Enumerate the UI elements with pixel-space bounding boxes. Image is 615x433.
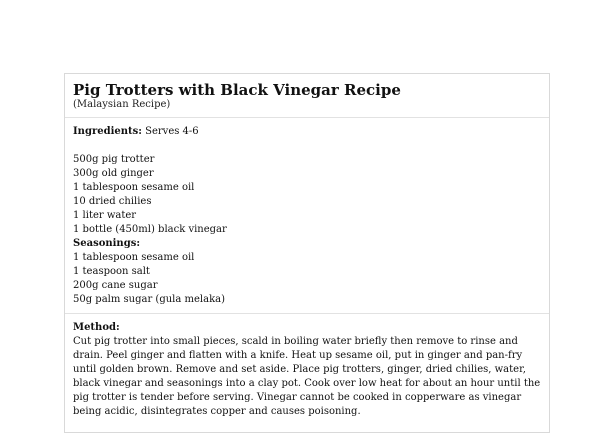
ingredient-item: 500g pig trotter [73,154,155,165]
ingredient-item: 1 bottle (450ml) black vinegar [73,224,227,235]
method-section [65,314,549,419]
seasoning-item: 200g cane sugar [73,280,158,291]
method-label: Method: [73,322,120,333]
recipe-header [65,74,549,118]
seasoning-item: 1 teaspoon salt [73,266,150,277]
seasoning-item: 1 tablespoon sesame oil [73,252,195,263]
ingredient-item: 1 tablespoon sesame oil [73,182,195,193]
ingredient-item: 10 dried chilies [73,196,152,207]
seasoning-item: 50g palm sugar (gula melaka) [73,294,225,305]
spacer [73,139,541,153]
recipe-title: Pig Trotters with Black Vinegar Recipe [73,81,401,99]
recipe-subtitle: (Malaysian Recipe) [73,99,171,110]
ingredient-item: 300g old ginger [73,168,154,179]
method-text: Cut pig trotter into small pieces, scald in boiling water briefly then remove to rinse and drain. Peel ginger and flatten with a knife. Heat up sesame oil, put in ginger and pan-fry until golden brown. Remove and set aside. Place pig trotters, ginger, dried chilies, water, black vinegar and seasonings into a clay pot. Cook over low heat for about an hour until the pig trotter is tender before serving. Vinegar cannot be cooked in copperware as vinegar being acidic, disintegrates copper and causes poisoning. [73,336,541,417]
seasonings-label: Seasonings: [73,238,141,249]
recipe-card [64,73,550,433]
servings-text: Serves 4-6 [141,126,199,137]
ingredients-section [65,118,549,314]
ingredients-label: Ingredients: [73,126,142,137]
ingredients-heading [73,125,541,139]
ingredient-item: 1 liter water [73,210,137,221]
